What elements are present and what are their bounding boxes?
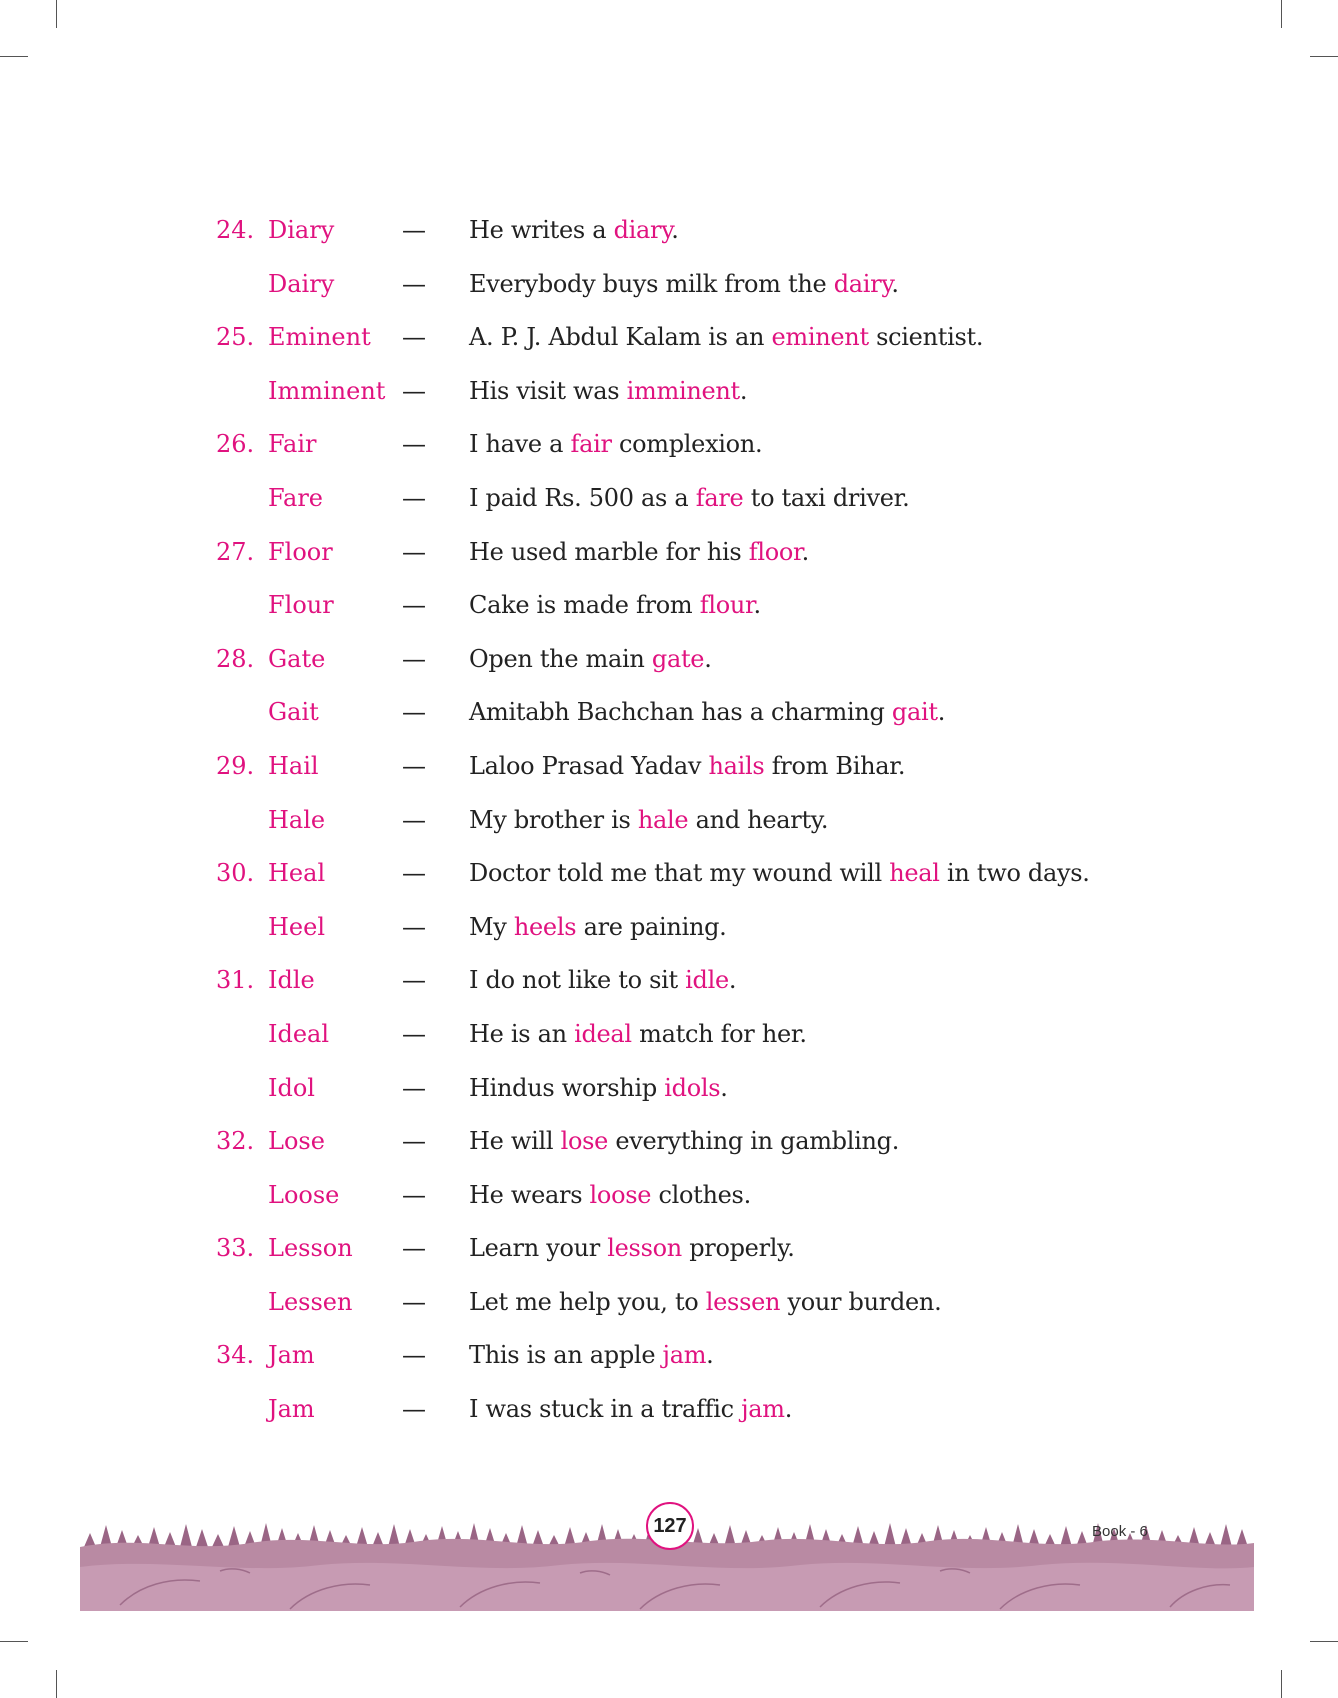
entry-word: Jam — [268, 1341, 315, 1370]
entry-word: Lose — [268, 1127, 325, 1156]
list-item — [0, 1329, 1338, 1383]
sentence-after: . — [891, 269, 899, 298]
entry-dash: — — [402, 644, 426, 673]
entry-word: Lessen — [268, 1287, 353, 1316]
sentence-before: My brother is — [469, 805, 638, 834]
entry-dash: — — [402, 323, 426, 352]
example-sentence — [469, 686, 945, 740]
sentence-highlight: idols — [664, 1073, 721, 1102]
sentence-highlight: loose — [589, 1180, 652, 1209]
list-item — [0, 579, 1338, 633]
entry-word: Flour — [268, 591, 334, 620]
crop-mark — [56, 1670, 57, 1698]
list-item — [0, 901, 1338, 955]
sentence-before: He will — [469, 1127, 561, 1156]
entry-word: Idol — [268, 1073, 315, 1102]
sentence-after: . — [784, 1395, 793, 1424]
example-sentence — [469, 204, 679, 258]
sentence-highlight: ideal — [574, 1019, 632, 1048]
entry-word: Fare — [268, 483, 324, 512]
entry-dash: — — [402, 376, 426, 405]
list-item — [0, 1115, 1338, 1169]
sentence-highlight: eminent — [771, 323, 869, 352]
sentence-highlight: imminent — [626, 376, 740, 405]
entry-dash: — — [402, 751, 426, 780]
tree-shape — [180, 1524, 192, 1547]
example-sentence — [469, 365, 747, 419]
entry-word: Hale — [268, 805, 326, 834]
entry-word: Idle — [268, 966, 315, 995]
list-item — [0, 1169, 1338, 1223]
entry-word: Ideal — [268, 1019, 330, 1048]
list-item — [0, 686, 1338, 740]
sentence-after: . — [937, 698, 946, 727]
tree-shape — [228, 1526, 240, 1547]
tree-shape — [1220, 1524, 1232, 1547]
sentence-before: Cake is made from — [469, 591, 700, 620]
sentence-after: properly. — [681, 1234, 795, 1263]
example-sentence — [469, 579, 761, 633]
sentence-after: . — [671, 216, 679, 244]
entry-dash: — — [402, 912, 426, 941]
sentence-after: . — [728, 966, 737, 995]
entry-number: 27. — [216, 537, 255, 566]
entry-dash: — — [402, 1287, 426, 1316]
sentence-before: I paid Rs. 500 as a — [469, 483, 696, 512]
sentence-after: . — [704, 644, 712, 673]
crop-mark — [1281, 0, 1282, 28]
sentence-before: Open the main — [469, 644, 652, 673]
sentence-highlight: jam — [662, 1341, 707, 1370]
example-sentence — [469, 954, 736, 1008]
sentence-after: to taxi driver. — [743, 483, 910, 512]
sentence-after: match for her. — [631, 1019, 807, 1048]
sentence-highlight: fare — [695, 483, 744, 512]
entry-dash: — — [402, 1073, 426, 1102]
sentence-after: everything in gambling. — [608, 1127, 900, 1156]
entry-number: 34. — [216, 1341, 255, 1370]
hill-band-light — [80, 1563, 1254, 1611]
entry-dash: — — [402, 859, 426, 888]
sentence-before: He used marble for his — [469, 537, 749, 566]
sentence-after: . — [753, 591, 761, 620]
entry-word: Hail — [268, 751, 319, 780]
entry-number: 28. — [216, 644, 255, 673]
example-sentence — [469, 633, 712, 687]
entry-number: 30. — [216, 859, 255, 888]
sentence-after: . — [706, 1341, 714, 1370]
list-item — [0, 365, 1338, 419]
sentence-highlight: dairy — [833, 269, 892, 298]
sentence-before: He wears — [469, 1180, 590, 1209]
example-sentence — [469, 1062, 728, 1116]
list-item — [0, 633, 1338, 687]
list-item — [0, 1383, 1338, 1437]
sentence-after: from Bihar. — [764, 751, 906, 780]
sentence-before: Amitabh Bachchan has a charming — [469, 698, 892, 727]
entry-word: Heel — [268, 912, 326, 941]
list-item — [0, 740, 1338, 794]
entry-dash: — — [402, 591, 426, 620]
sentence-after: . — [720, 1073, 728, 1102]
page-number: 127 — [646, 1502, 694, 1550]
entry-dash: — — [402, 269, 426, 298]
sentence-highlight: gait — [891, 698, 938, 727]
example-sentence — [469, 526, 809, 580]
sentence-after: complexion. — [611, 430, 763, 459]
entry-number: 33. — [216, 1234, 255, 1263]
list-item — [0, 418, 1338, 472]
list-item — [0, 954, 1338, 1008]
sentence-highlight: lessen — [705, 1287, 781, 1316]
sentence-after: . — [739, 376, 748, 405]
sentence-before: I was stuck in a traffic — [469, 1395, 742, 1424]
list-item — [0, 1222, 1338, 1276]
list-item — [0, 1062, 1338, 1116]
entry-number: 24. — [216, 216, 255, 244]
sentence-before: His visit was — [469, 376, 627, 405]
entry-dash: — — [402, 1019, 426, 1048]
homophone-list — [0, 204, 1338, 1437]
sentence-before: Laloo Prasad Yadav — [469, 751, 709, 780]
entry-dash: — — [402, 430, 426, 459]
list-item — [0, 472, 1338, 526]
entry-word: Dairy — [268, 269, 335, 298]
example-sentence — [469, 1222, 795, 1276]
sentence-before: Let me help you, to — [469, 1287, 706, 1316]
tree-shape — [196, 1529, 208, 1547]
entry-word: Floor — [268, 537, 333, 566]
sentence-highlight: flour — [699, 591, 754, 620]
entry-dash: — — [402, 483, 426, 512]
sentence-before: He writes a — [469, 216, 614, 244]
sentence-highlight: idle — [685, 966, 729, 995]
crop-mark — [0, 1641, 28, 1642]
example-sentence — [469, 258, 899, 312]
sentence-before: He is an — [469, 1019, 575, 1048]
sentence-highlight: gate — [651, 644, 705, 673]
example-sentence — [469, 847, 1090, 901]
tree-shape — [1060, 1526, 1072, 1547]
entry-dash: — — [402, 966, 426, 995]
crop-mark — [56, 0, 57, 28]
sentence-highlight: lose — [560, 1127, 609, 1156]
entry-dash: — — [402, 1341, 426, 1370]
sentence-highlight: fair — [570, 430, 612, 459]
sentence-highlight: heels — [513, 912, 577, 941]
sentence-before: Doctor told me that my wound will — [469, 859, 890, 888]
sentence-after: are paining. — [576, 912, 727, 941]
sentence-after: in two days. — [939, 859, 1090, 888]
entry-word: Imminent — [268, 376, 386, 405]
entry-word: Lesson — [268, 1234, 353, 1263]
entry-word: Fair — [268, 430, 317, 459]
crop-mark — [0, 56, 28, 57]
sentence-after: your burden. — [780, 1287, 942, 1316]
sentence-highlight: hale — [637, 805, 689, 834]
entry-dash: — — [402, 1180, 426, 1209]
list-item — [0, 311, 1338, 365]
tree-shape — [212, 1534, 224, 1547]
entry-word: Heal — [268, 859, 326, 888]
example-sentence — [469, 1383, 792, 1437]
example-sentence — [469, 1276, 941, 1330]
list-item — [0, 526, 1338, 580]
sentence-after: . — [801, 537, 809, 566]
sentence-before: I do not like to sit — [469, 966, 686, 995]
book-label: Book - 6 — [1092, 1523, 1148, 1540]
sentence-highlight: hails — [708, 751, 765, 780]
sentence-before: This is an apple — [469, 1341, 663, 1370]
list-item — [0, 1008, 1338, 1062]
sentence-before: Learn your — [469, 1234, 608, 1263]
sentence-after: clothes. — [651, 1180, 751, 1209]
sentence-after: scientist. — [868, 323, 984, 352]
sentence-before: Hindus worship — [469, 1073, 665, 1102]
sentence-before: Everybody buys milk from the — [469, 269, 834, 298]
entry-dash: — — [402, 1127, 426, 1156]
entry-number: 25. — [216, 323, 255, 352]
entry-dash: — — [402, 537, 426, 566]
entry-number: 32. — [216, 1127, 255, 1156]
sentence-highlight: lesson — [607, 1234, 682, 1263]
sentence-highlight: floor — [748, 537, 802, 566]
list-item — [0, 794, 1338, 848]
list-item — [0, 258, 1338, 312]
example-sentence — [469, 311, 983, 365]
crop-mark — [1281, 1670, 1282, 1698]
crop-mark — [1310, 1641, 1338, 1642]
entry-word: Diary — [268, 216, 335, 244]
entry-dash: — — [402, 1395, 426, 1424]
entry-dash: — — [402, 698, 426, 727]
entry-word: Jam — [268, 1395, 315, 1424]
list-item — [0, 204, 1338, 258]
entry-word: Eminent — [268, 323, 371, 352]
example-sentence — [469, 901, 727, 955]
sentence-highlight: diary — [613, 216, 672, 244]
sentence-before: I have a — [469, 430, 571, 459]
entry-word: Gait — [268, 698, 319, 727]
sentence-highlight: jam — [741, 1395, 785, 1424]
example-sentence — [469, 418, 762, 472]
example-sentence — [469, 1115, 899, 1169]
entry-number: 31. — [216, 966, 255, 995]
entry-dash: — — [402, 1234, 426, 1263]
example-sentence — [469, 1329, 714, 1383]
entry-number: 29. — [216, 751, 255, 780]
crop-mark — [1310, 56, 1338, 57]
example-sentence — [469, 1169, 751, 1223]
tree-shape — [884, 1523, 896, 1547]
entry-number: 26. — [216, 430, 255, 459]
example-sentence — [469, 472, 910, 526]
list-item — [0, 1276, 1338, 1330]
entry-word: Loose — [268, 1180, 340, 1209]
entry-dash: — — [402, 216, 426, 244]
list-item — [0, 847, 1338, 901]
entry-word: Gate — [268, 644, 326, 673]
sentence-highlight: heal — [889, 859, 940, 888]
sentence-after: and hearty. — [688, 805, 829, 834]
entry-dash: — — [402, 805, 426, 834]
example-sentence — [469, 1008, 807, 1062]
example-sentence — [469, 794, 828, 848]
sentence-before: My — [469, 912, 514, 941]
example-sentence — [469, 740, 905, 794]
sentence-before: A. P. J. Abdul Kalam is an — [469, 323, 772, 352]
